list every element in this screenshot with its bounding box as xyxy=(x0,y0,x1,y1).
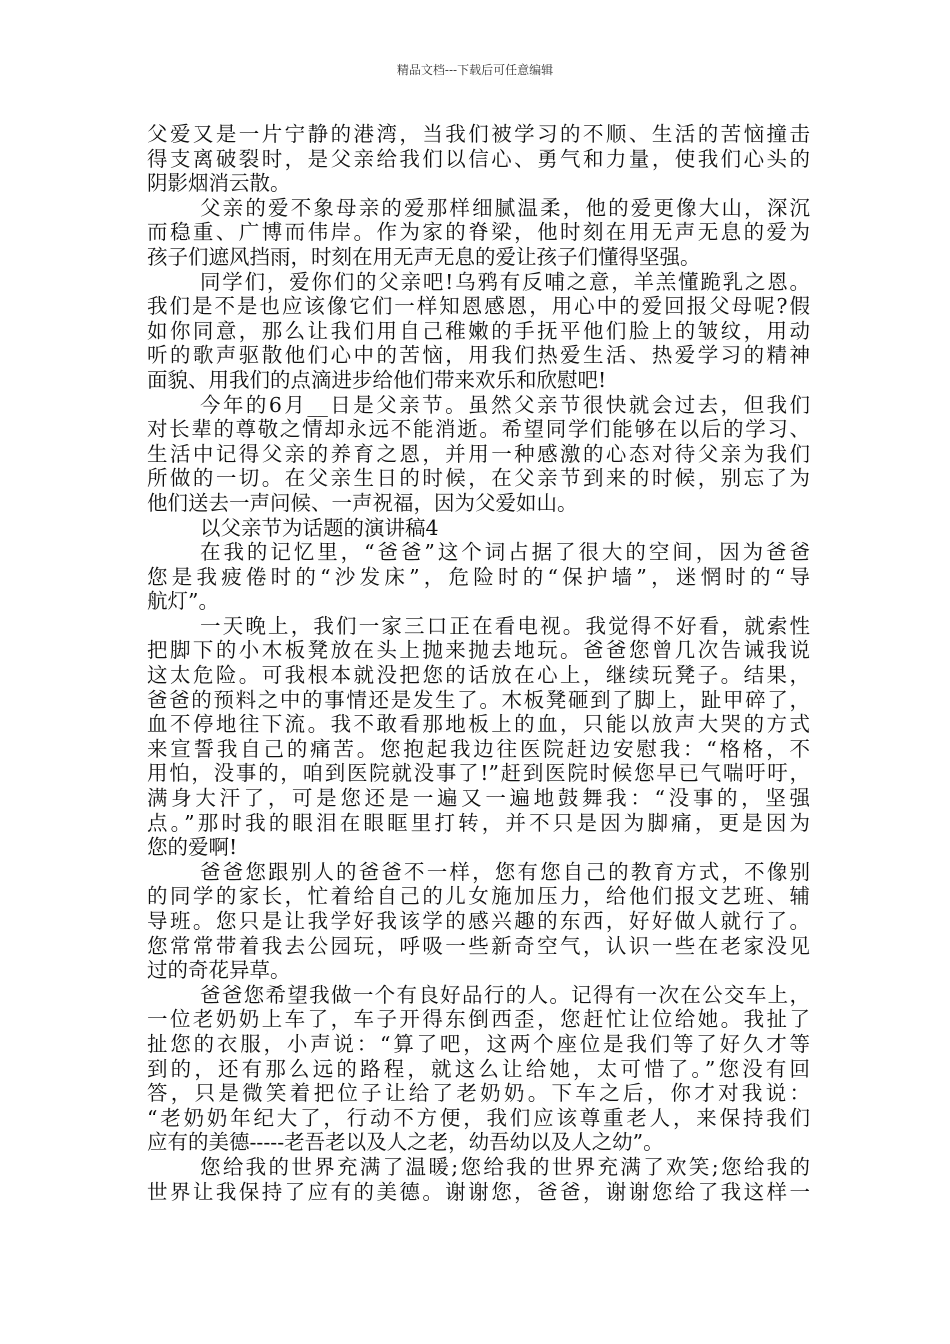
page-header: 精品文档---下载后可任意编辑 xyxy=(396,63,554,77)
paragraph xyxy=(147,516,810,541)
text-line: 面貌、用我们的点滴进步给他们带来欢乐和欣慰吧! xyxy=(147,367,607,392)
text-line: 满身大汗了，可是您还是一遍又一遍地鼓舞我：“没事的，坚强 xyxy=(147,786,810,811)
paragraph xyxy=(147,860,810,983)
text-line: 用怕，没事的，咱到医院就没事了!”赶到医院时候您早已气喘吁吁， xyxy=(147,761,810,786)
text-line: 听的歌声驱散他们心中的苦恼，用我们热爱生活、热爱学习的精神 xyxy=(147,343,810,368)
document-body xyxy=(147,122,810,1204)
paragraph xyxy=(147,983,810,1155)
text-line: 父爱又是一片宁静的港湾，当我们被学习的不顺、生活的苦恼撞击 xyxy=(147,122,810,146)
text-line: 以父亲节为话题的演讲稿4 xyxy=(200,515,439,540)
paragraph xyxy=(147,393,810,516)
text-line: 过的奇花异草。 xyxy=(147,958,291,983)
text-line: 您常常带着我去公园玩，呼吸一些新奇空气，认识一些在老家没见 xyxy=(147,933,810,958)
text-line: 爸爸您希望我做一个有良好品行的人。记得有一次在公交车上， xyxy=(200,982,810,1007)
text-line: 所做的一切。在父亲生日的时候，在父亲节到来的时候，别忘了为 xyxy=(147,466,810,491)
paragraph xyxy=(147,196,810,270)
text-line: 的同学的家长，忙着给自己的儿女施加压力，给他们报文艺班、辅 xyxy=(147,884,810,909)
text-line: 父亲的爱不象母亲的爱那样细腻温柔，他的爱更像大山，深沉 xyxy=(200,195,810,220)
text-line: 一天晚上，我们一家三口正在看电视。我觉得不好看，就索性 xyxy=(200,613,810,638)
text-line: 生活中记得父亲的养育之恩，并用一种感激的心态对待父亲为我们 xyxy=(147,441,810,466)
paragraph xyxy=(147,122,810,196)
text-line: 对长辈的尊敬之情却永远不能消逝。希望同学们能够在以后的学习、 xyxy=(147,417,810,442)
text-line: 今年的6月__日是父亲节。虽然父亲节很快就会过去，但我们 xyxy=(200,392,810,417)
paragraph xyxy=(147,1155,810,1204)
text-line: 阴影烟消云散。 xyxy=(147,171,291,196)
text-line: 孩子们遮风挡雨，时刻在用无声无息的爱让孩子们懂得坚强。 xyxy=(147,244,701,269)
text-line: 爸爸您跟别人的爸爸不一样，您有您自己的教育方式，不像别 xyxy=(200,859,810,884)
text-line: 导班。您只是让我学好我该学的感兴趣的东西，好好做人就行了。 xyxy=(147,909,810,933)
text-line: 您的爱啊! xyxy=(147,835,238,860)
text-line: 答，只是微笑着把位子让给了老奶奶。下车之后，你才对我说： xyxy=(147,1081,810,1106)
text-line: 您是我疲倦时的“沙发床”，危险时的“保护墙”，迷惘时的“导 xyxy=(147,564,810,589)
text-line: 来宣誓我自己的痛苦。您抱起我边往医院赶边安慰我：“格格，不 xyxy=(147,736,810,761)
text-line: 应有的美德-----老吾老以及人之老，幼吾幼以及人之幼”。 xyxy=(147,1130,664,1155)
text-line: 航灯”。 xyxy=(147,589,219,614)
text-line: 这太危险。可我根本就没把您的话放在心上，继续玩凳子。结果， xyxy=(147,663,810,688)
paragraph xyxy=(147,614,810,860)
text-line: 同学们，爱你们的父亲吧!乌鸦有反哺之意，羊羔懂跪乳之恩。 xyxy=(200,269,810,294)
text-line: 把脚下的小木板凳放在头上抛来抛去地玩。爸爸您曾几次告诫我说 xyxy=(147,638,810,663)
paragraph xyxy=(147,270,810,393)
text-line: 世界让我保持了应有的美德。谢谢您，爸爸，谢谢您给了我这样一 xyxy=(147,1179,810,1204)
text-line: 得支离破裂时，是父亲给我们以信心、勇气和力量，使我们心头的 xyxy=(147,146,810,171)
text-line: 他们送去一声问候、一声祝福，因为父爱如山。 xyxy=(147,490,578,515)
text-line: 血不停地往下流。我不敢看那地板上的血，只能以放声大哭的方式 xyxy=(147,712,810,737)
text-line: 如你同意，那么让我们用自己稚嫩的手抚平他们脸上的皱纹，用动 xyxy=(147,318,810,343)
text-line: 点。”那时我的眼泪在眼眶里打转，并不只是因为脚痛，更是因为 xyxy=(147,810,810,835)
text-line: 爸爸的预料之中的事情还是发生了。木板凳砸到了脚上，趾甲碎了， xyxy=(147,687,810,712)
text-line: 您给我的世界充满了温暖;您给我的世界充满了欢笑;您给我的 xyxy=(200,1154,810,1179)
text-line: 我们是不是也应该像它们一样知恩感恩，用心中的爱回报父母呢?假 xyxy=(147,294,810,319)
text-line: 在我的记忆里，“爸爸”这个词占据了很大的空间，因为爸爸 xyxy=(200,540,810,565)
text-line: 一位老奶奶上车了，车子开得东倒西歪，您赶忙让位给她。我扯了 xyxy=(147,1007,810,1032)
text-line: “老奶奶年纪大了，行动不方便，我们应该尊重老人，来保持我们 xyxy=(147,1105,810,1130)
text-line: 而稳重、广博而伟岸。作为家的脊梁，他时刻在用无声无息的爱为 xyxy=(147,220,810,245)
paragraph xyxy=(147,540,810,614)
text-line: 到的，还有那么远的路程，就这么让给她，太可惜了。”您没有回 xyxy=(147,1056,810,1081)
text-line: 扯您的衣服，小声说：“算了吧，这两个座位是我们等了好久才等 xyxy=(147,1031,810,1056)
